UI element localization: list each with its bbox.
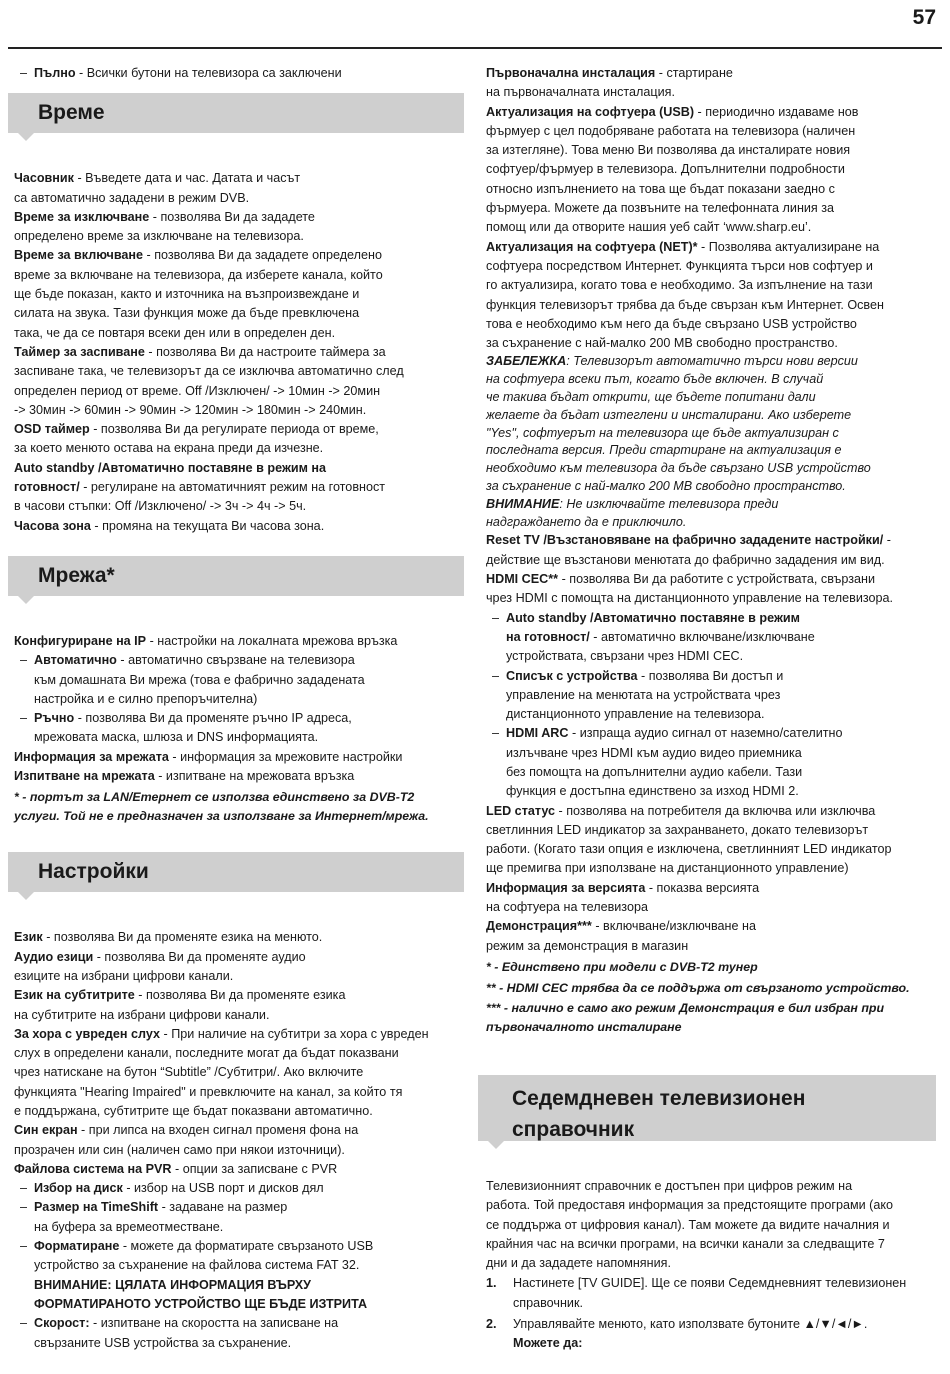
network-ip-item: Конфигуриране на IP - настройки на локалната мрежова връзка xyxy=(14,633,398,648)
section-header-network: Мрежа* xyxy=(8,556,464,596)
settings-item: За хора с увреден слух - При наличие на субтитри за хора с увреден слух в определени канали, последните могат да бъдат показвани чрез натискане на бутон “Subtitle” /Субтитри/. Ако включите функцията "Hearing Impaired" и превключите на канал, за който тя е поддържана, субтитрите ще бъдат показвани автоматично. xyxy=(14,1026,429,1118)
reset-item: Reset TV /Възстановяване на фабрично зададените настройки/ - действие ще възстанови менютата до фабрично зададения им вид. xyxy=(486,533,891,567)
format-warning: ВНИМАНИЕ: ЦЯЛАТА ИНФОРМАЦИЯ ВЪРХУ ФОРМАТИРАНОТО УСТРОЙСТВО ЩЕ БЪДЕ ИЗТРИТА xyxy=(34,1277,368,1311)
network-item: Изпитване на мрежата - изпитване на мрежовата връзка xyxy=(14,769,355,784)
section-header-settings: Настройки xyxy=(8,852,464,892)
page-number: 57 xyxy=(912,6,936,29)
cec-sub-item: – HDMI ARC - изпраща аудио сигнал от наземно/сателитно излъчване чрез HDMI към аудио видео приемника без помощта на допълнителни аудио кабели. Тази функция е достъпна единствено за изход HDMI 2. xyxy=(486,724,938,801)
footnote: *** - налично е само ако режим Демонстрация е бил избран при първоначалното инсталиране xyxy=(486,1000,885,1034)
footnote: ** - HDMI CEC трябва да се поддържа от свързаното устройство. xyxy=(486,980,910,995)
settings-item: Файлова система на PVR - опции за записване с PVR xyxy=(14,1161,338,1176)
pvr-sub-item: – Форматиране - можете да форматирате свързаното USB устройство за съхранение на файлова система FAT 32. xyxy=(14,1237,466,1276)
time-item: Auto standby /Автоматично поставяне в режим на готовност/ - регулиране на автоматичният режим на готовност в часови стъпки: Off /Изключено/ -> 3ч -> 4ч -> 5ч. xyxy=(14,460,386,514)
pvr-sub-item: – Избор на диск - избор на USB порт и дисков дял xyxy=(14,1179,466,1198)
cec-sub-item: – Списък с устройства - позволява Ви достъп и управление на менютата на устройствата чрез дистанционното управление на телевизора. xyxy=(486,667,938,725)
settings-item: Аудио езици - позволява Ви да променяте аудио езиците на избрани цифрови канали. xyxy=(14,949,306,983)
time-list xyxy=(14,169,466,536)
network-sub-item: – Ръчно - позволява Ви да променяте ръчно IP адреса, мрежовата маска, шлюза и DNS информацията. xyxy=(14,709,466,748)
footnote: * - Единствено при модели с DVB-T2 тунер xyxy=(486,959,758,974)
time-item: OSD таймер - позволява Ви да регулирате периода от време, за което менюто остава на екрана преди да изчезне. xyxy=(14,422,379,456)
left-column xyxy=(14,64,466,1353)
time-item: Време за включване - позволява Ви да зададете определено време за включване на телевизора, да изберете канала, който ще бъде показан, както и източника на възпроизвеждане и силата на звука. Тази функция може да бъде превключена така, че да се повтаря всеки ден или в определен ден. xyxy=(14,248,383,340)
settings-item: Език на субтитрите - позволява Ви да променяте езика на субтитрите на избрани цифрови канали. xyxy=(14,988,346,1022)
update-warning: ВНИМАНИЕ: Не изключвайте телевизора преди надграждането да е приключило. xyxy=(486,496,779,529)
net-update-item: Актуализация на софтуера (NET)* - Позволява актуализиране на софтуера посредством Интернет. Функцията търси нов софтуер и го актуализира, когато това е необходимо. За изпълнение на тази функция телевизорът трябва да бъде свързан към Интернет. Освен това е необходимо към него да бъде свързано USB устройство за съхранение с най-малко 200 MB свободно пространство. xyxy=(486,239,884,351)
time-item: Часовник - Въведете дата и час. Датата и часът са автоматично зададени в режим DVB. xyxy=(14,171,301,205)
led-item: LED статус - позволява на потребителя да включва или изключва светлинния LED индикатор за захранването, докато телевизорът работи. (Когато тази опция е изключена, светлинният LED индикатор ще премигва при използване на дистанционното управление) xyxy=(486,803,892,876)
network-sub-item: – Автоматично - автоматично свързване на телевизора към домашната Ви мрежа (това е фабрично зададената настройка и е силно препоръчителна) xyxy=(14,651,466,709)
right-column xyxy=(486,64,938,1354)
first-install-item: Първоначална инсталация - стартиране на първоначалната инсталация. xyxy=(486,66,733,100)
time-item: Таймер за заспиване - позволява Ви да настроите таймера за заспиване така, че телевизорът да се изключва автоматично след определен период от време. Off /Изключен/ -> 10мин -> 20мин -> 30мин -> 60мин -> 90мин -> 120мин -> 180мин -> 240мин. xyxy=(14,344,404,417)
hdmi-cec-item: HDMI CEC** - позволява Ви да работите с устройствата, свързани чрез HDMI с помощта на дистанционното управление на телевизора. xyxy=(486,572,894,606)
network-item: Информация за мрежата - информация за мрежовите настройки xyxy=(14,749,403,764)
pvr-sub-item: – Размер на TimeShift - задаване на размер на буфера за времеотместване. xyxy=(14,1198,466,1237)
header-rule xyxy=(8,47,942,49)
guide-intro: Телевизионният справочник е достъпен при цифров режим на работа. Той предоставя информация за предстоящите програми (ако се поддържа от цифровия канал). Там можете да видите началния и крайния час на всички програми, на всички канали за следващите 7 дни и да зададете напомняния. xyxy=(486,1178,894,1271)
settings-item: Син екран - при липса на входен сигнал променя фона на прозрачен или син (наличен само при някои източници). xyxy=(14,1123,359,1157)
update-note: ЗАБЕЛЕЖКА: Телевизорът автоматично търси нови версии на софтуера всеки път, когато бъде включен. В случай че такива бъдат открити, ще бъдете попитани дали желаете да бъдат изтеглени и инсталирани. Ако изберете "Yes", софтуерът на телевизора ще бъде актуализиран с последната версия. Преди стартиране на актуализация е необходимо към телевизора да бъде свързано USB устройство за съхранение с най-малко 200 MB свободно пространство. xyxy=(486,354,871,494)
settings-item: Език - позволява Ви да променяте езика на менюто. xyxy=(14,930,323,945)
network-footnote: * - портът за LAN/Етернет се използва единствено за DVB-T2 услуги. Той не е предназначен за използване за Интернет/мрежа. xyxy=(14,790,429,824)
cec-sub-item: – Auto standby /Автоматично поставяне в режим на готовност/ - автоматично включване/изключване устройствата, свързани чрез HDMI CEC. xyxy=(486,609,938,667)
section-header-time: Време xyxy=(8,93,464,133)
time-item: Време за изключване - позволява Ви да зададете определено време за изключване на телевизора. xyxy=(14,209,315,244)
time-item: Часова зона - промяна на текущата Ви часова зона. xyxy=(14,518,325,533)
version-item: Информация за версията - показва версията на софтуера на телевизора xyxy=(486,880,760,915)
pvr-sub-item: – Скорост: - изпитване на скоростта на записване на свързаните USB устройства за съхранение. xyxy=(14,1314,466,1353)
guide-step: 2. Управлявайте менюто, като използвате бутоните ▲/▼/◄/►. Можете да: xyxy=(486,1317,868,1351)
section-header-tv-guide: Седемдневен телевизионен справочник xyxy=(478,1075,936,1141)
demo-item: Демонстрация*** - включване/изключване на режим за демонстрация в магазин xyxy=(486,919,756,953)
guide-step: 1. Настинете [TV GUIDE]. Ще се появи Седемдневният телевизионен справочник. xyxy=(486,1276,907,1310)
usb-update-item: Актуализация на софтуера (USB) - периодично издаваме нов фърмуер с цел подобряване работата на телевизора (наличен за изтегляне). Това меню Ви позволява да инсталирате новия софтуер/фърмуер в телевизора. Допълнителни подробности относно изпълнението на това ще бъдат показани заедно с фърмуера. Можете да позвъните на телефонната линия за помощ или да отворите нашия уеб сайт ‘www.sharp.eu’. xyxy=(486,104,859,235)
lock-full-item: – Пълно - Всички бутони на телевизора са заключени xyxy=(14,64,466,83)
